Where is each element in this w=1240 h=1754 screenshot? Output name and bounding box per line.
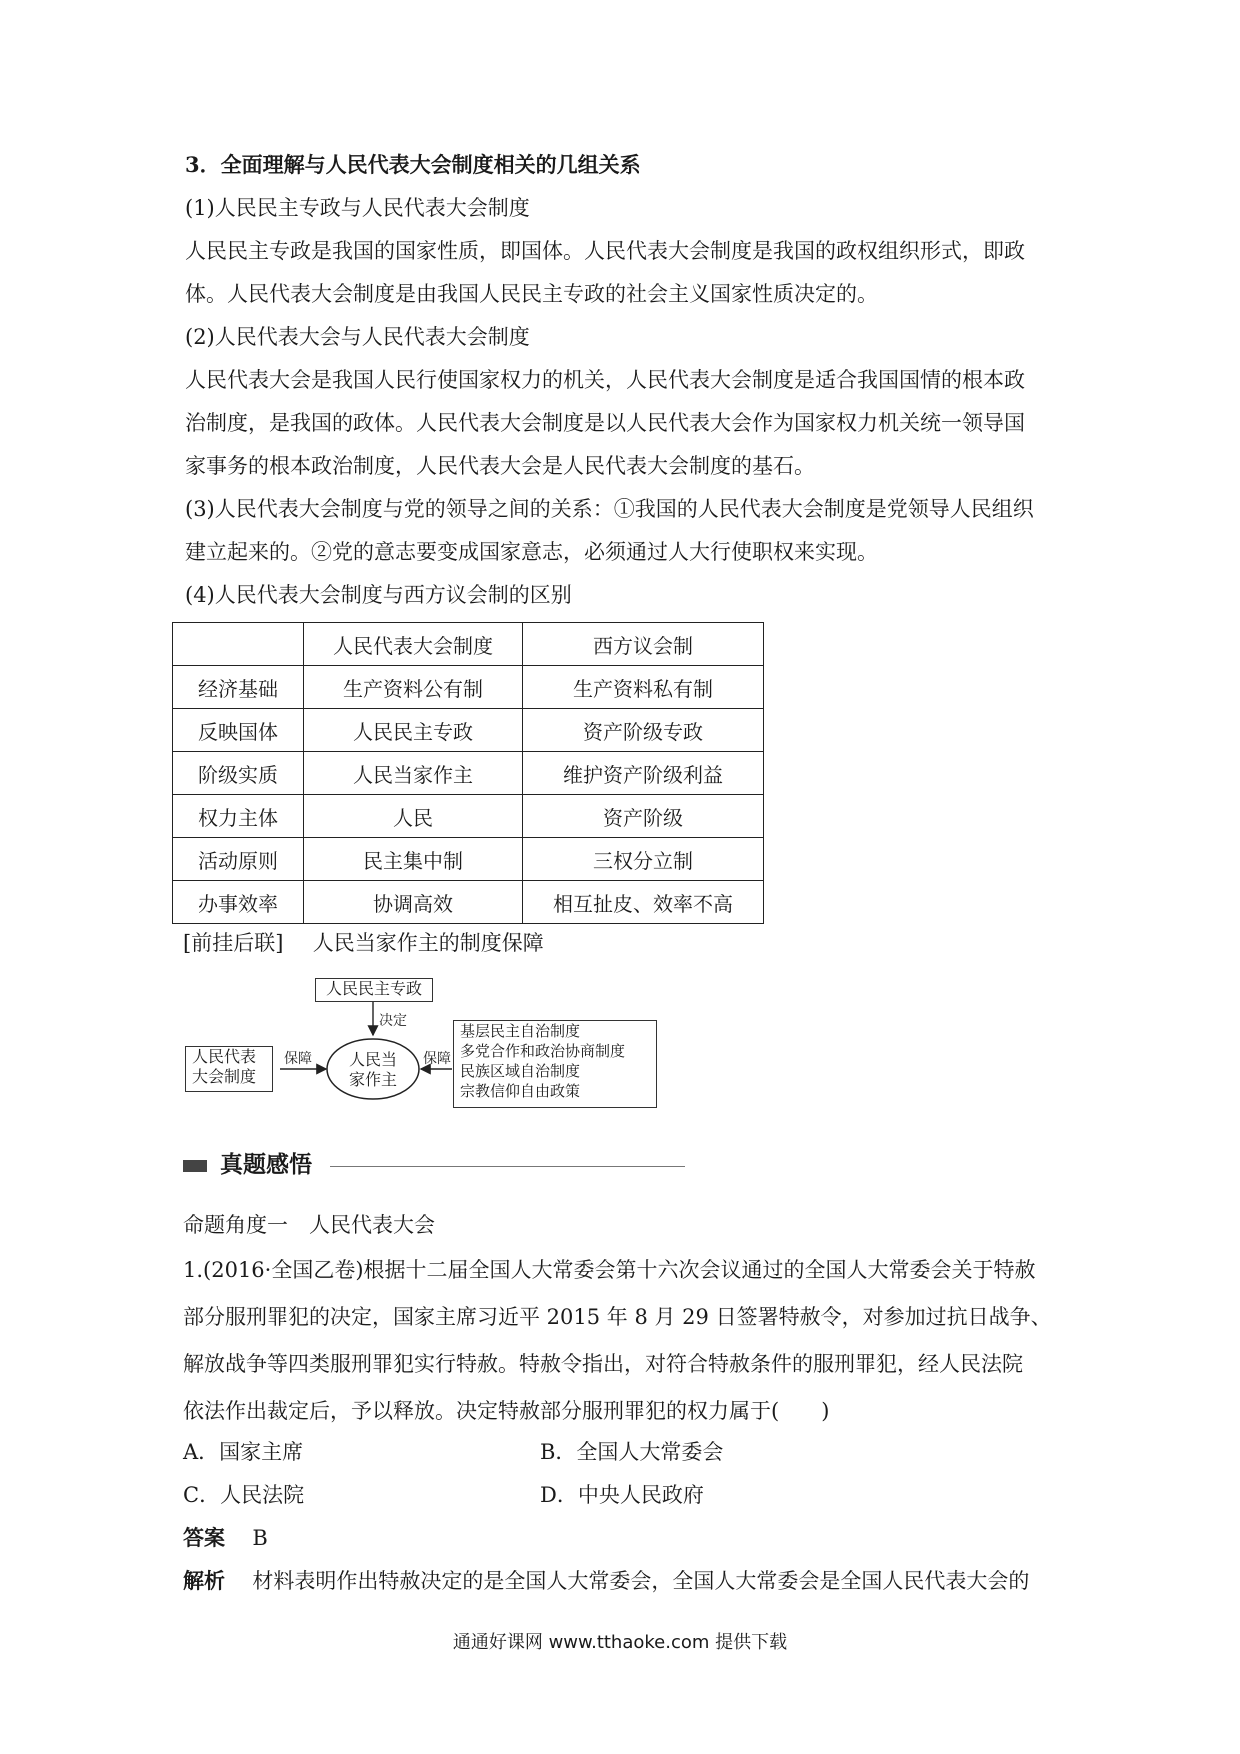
- question-line: 依法作出裁定后，予以释放。决定特赦部分服刑罪犯的权力属于( ): [183, 1399, 830, 1423]
- table-cell: 反映国体: [173, 709, 304, 752]
- left-arrow-label: 保障: [284, 1051, 312, 1067]
- section-divider: [330, 1166, 685, 1167]
- center-text-line: 家作主: [348, 1070, 397, 1089]
- answer-row: [183, 1523, 268, 1553]
- table-cell: 人民: [304, 795, 523, 838]
- system-diagram: [185, 976, 675, 1118]
- right-box-line: 宗教信仰自由政策: [460, 1082, 581, 1100]
- table-cell: 人民民主专政: [304, 709, 523, 752]
- table-header-cell: 西方议会制: [523, 623, 764, 666]
- table-row: [173, 666, 764, 709]
- section-marker-icon: [183, 1160, 207, 1172]
- option-c: C．人民法院: [183, 1483, 305, 1507]
- table-header-row: [173, 623, 764, 666]
- question-line: 解放战争等四类服刑罪犯实行特赦。特赦令指出，对符合特赦条件的服刑罪犯，经人民法院: [183, 1352, 1023, 1376]
- left-box-line: 人民代表: [192, 1047, 257, 1066]
- paragraph-line: 建立起来的。②党的意志要变成国家意志，必须通过人大行使职权来实现。: [185, 540, 878, 564]
- question-angle: 命题角度一 人民代表大会: [183, 1213, 435, 1237]
- option-b: B．全国人大常委会: [540, 1440, 724, 1464]
- link-note-text: 人民当家作主的制度保障: [312, 931, 544, 955]
- table-cell: 资产阶级专政: [523, 709, 764, 752]
- option-a: A．国家主席: [183, 1440, 304, 1464]
- table-row: [173, 795, 764, 838]
- table-row: [173, 838, 764, 881]
- table-cell: 经济基础: [173, 666, 304, 709]
- link-note: [183, 928, 544, 958]
- subsection-title-4: (4)人民代表大会制度与西方议会制的区别: [185, 583, 572, 607]
- table-header-cell: [173, 623, 304, 666]
- table-row: [173, 709, 764, 752]
- analysis-row: [183, 1566, 1029, 1596]
- paragraph-line: 家事务的根本政治制度，人民代表大会是人民代表大会制度的基石。: [185, 454, 815, 478]
- answer-label: 答案: [183, 1525, 225, 1550]
- center-text-line: 人民当: [348, 1050, 397, 1069]
- table-cell: 协调高效: [304, 881, 523, 924]
- page-footer: 通通好课网 www.tthaoke.com 提供下载: [452, 1632, 788, 1653]
- table-cell: 阶级实质: [173, 752, 304, 795]
- top-box: 人民民主专政: [315, 978, 433, 1002]
- section-heading: 3．全面理解与人民代表大会制度相关的几组关系: [185, 152, 641, 177]
- top-arrow-label: 决定: [379, 1013, 407, 1029]
- center-text: [337, 1050, 409, 1090]
- table-row: [173, 752, 764, 795]
- left-box: [185, 1046, 273, 1092]
- right-box: [453, 1020, 657, 1108]
- link-note-tag: [前挂后联]: [183, 931, 284, 955]
- subsection-title-2: (2)人民代表大会与人民代表大会制度: [185, 325, 530, 349]
- paragraph-line: 人民代表大会是我国人民行使国家权力的机关，人民代表大会制度是适合我国国情的根本政: [185, 368, 1025, 392]
- paragraph-line: (3)人民代表大会制度与党的领导之间的关系：①我国的人民代表大会制度是党领导人民组织: [185, 497, 1034, 521]
- table-cell: 维护资产阶级利益: [523, 752, 764, 795]
- table-cell: 三权分立制: [523, 838, 764, 881]
- comparison-table: [172, 622, 764, 924]
- right-box-line: 多党合作和政治协商制度: [460, 1042, 626, 1060]
- paragraph-line: 治制度，是我国的政体。人民代表大会制度是以人民代表大会作为国家权力机关统一领导国: [185, 411, 1025, 435]
- table-cell: 资产阶级: [523, 795, 764, 838]
- subsection-title-1: (1)人民民主专政与人民代表大会制度: [185, 196, 530, 220]
- section-heading-real-questions: 真题感悟: [220, 1151, 312, 1178]
- table-cell: 生产资料公有制: [304, 666, 523, 709]
- table-cell: 相互扯皮、效率不高: [523, 881, 764, 924]
- paragraph-line: 体。人民代表大会制度是由我国人民民主专政的社会主义国家性质决定的。: [185, 282, 878, 306]
- analysis-label: 解析: [183, 1568, 225, 1593]
- question-line: 1.(2016·全国乙卷)根据十二届全国人大常委会第十六次会议通过的全国人大常委会关于特赦: [183, 1258, 1036, 1282]
- table-cell: 办事效率: [173, 881, 304, 924]
- table-row: [173, 881, 764, 924]
- table-cell: 民主集中制: [304, 838, 523, 881]
- right-box-line: 民族区域自治制度: [460, 1062, 581, 1080]
- table-cell: 活动原则: [173, 838, 304, 881]
- question-line: 部分服刑罪犯的决定，国家主席习近平 2015 年 8 月 29 日签署特赦令，对参加过抗日战争、: [183, 1305, 1052, 1329]
- answer-value: B: [252, 1526, 268, 1550]
- option-d: D．中央人民政府: [540, 1483, 704, 1507]
- left-box-line: 大会制度: [192, 1067, 257, 1086]
- paragraph-line: 人民民主专政是我国的国家性质，即国体。人民代表大会制度是我国的政权组织形式，即政: [185, 239, 1025, 263]
- right-arrow-label: 保障: [423, 1051, 451, 1067]
- analysis-text: 材料表明作出特赦决定的是全国人大常委会，全国人大常委会是全国人民代表大会的: [252, 1569, 1030, 1593]
- table-cell: 权力主体: [173, 795, 304, 838]
- table-cell: 生产资料私有制: [523, 666, 764, 709]
- table-header-cell: 人民代表大会制度: [304, 623, 523, 666]
- right-box-line: 基层民主自治制度: [460, 1022, 581, 1040]
- table-cell: 人民当家作主: [304, 752, 523, 795]
